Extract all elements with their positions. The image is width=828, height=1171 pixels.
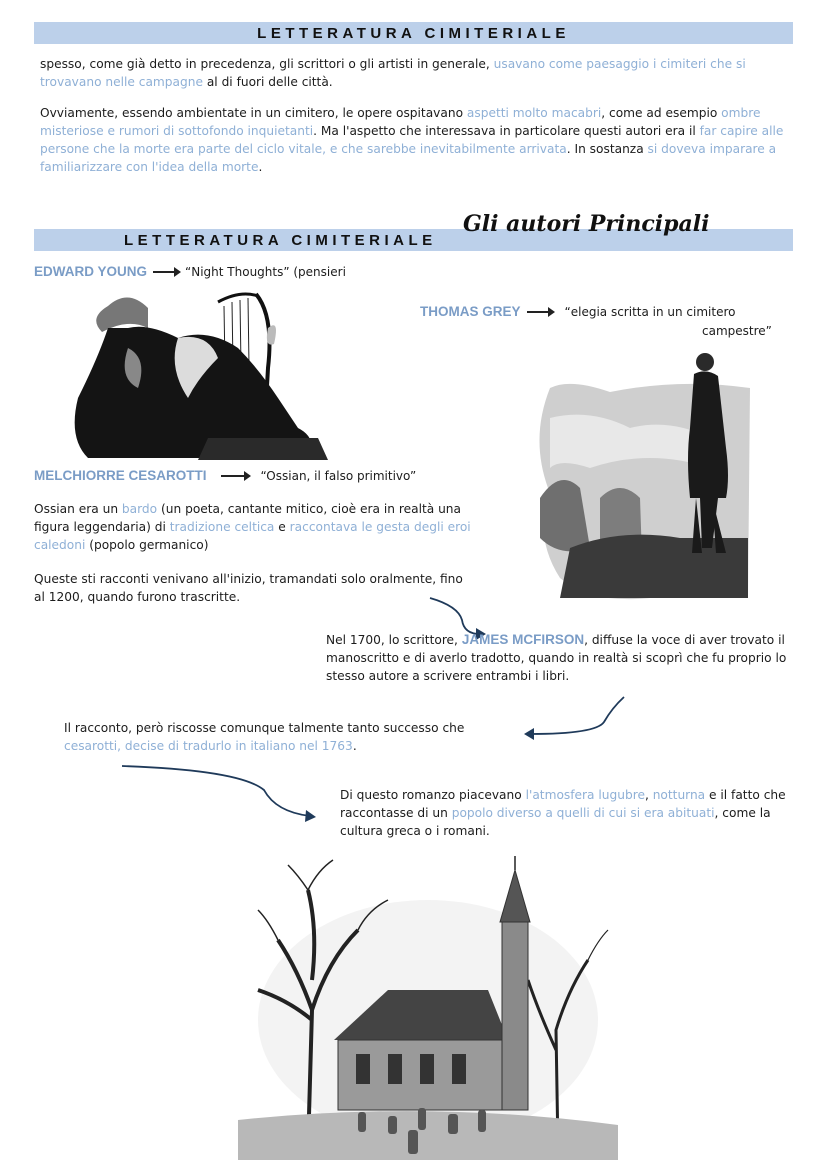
highlight-run: bardo [121,502,158,516]
section-subtitle: Gli autori Principali [463,211,710,237]
highlight-run: raccontava le gesta degli eroi caledoni [34,520,471,552]
text-run: e il fatto che raccontasse di un [340,788,786,820]
author-work-cesarotti: “Ossian, il falso primitivo” [260,468,417,483]
author-name-young: EDWARD YOUNG [34,264,148,279]
section-heading-1: LETTERATURA CIMITERIALE [34,22,793,44]
text-run: spesso, come già detto in precedenza, gli scrittori o gli artisti in generale, [40,57,494,71]
author-name-mcfirson: JAMES MCFIRSON [461,632,585,647]
text-run: . Ma l'aspetto che interessava in particolare questi autori era il [313,124,700,138]
highlight-run: cesarotti, decise di tradurlo in italiano nel 1763 [64,739,353,753]
text-run: , diffuse la voce di aver trovato il manoscritto e di averlo tradotto, quando in realtà si scoprì che fu proprio lo stesso autore a scrivere entrambi i libri. [326,633,787,683]
text-run: e [274,520,290,534]
highlight-run: usavano come paesaggio i cimiteri che si trovavano nelle campagne [40,57,746,89]
highlight-run: si doveva imparare a familiarizzare con l'idea della morte [40,142,777,174]
text-run: Ovviamente, essendo ambientate in un cimitero, le opere ospitavano [40,106,467,120]
text-run: Il racconto, però riscosse comunque talmente tanto successo che [64,721,465,735]
highlight-run: tradizione celtica [169,520,275,534]
highlight-run: notturna [652,788,706,802]
highlight-run: l'atmosfera lugubre [525,788,645,802]
cemetery-church-illustration [238,850,618,1160]
author-work-young: “Night Thoughts” (pensieri [185,264,346,279]
author-name-grey: THOMAS GREY [420,304,521,319]
text-run: (popolo germanico) [85,538,209,552]
highlight-run: far capire alle persone che la morte era parte del ciclo vitale, e che sarebbe inevitabilmente arrivata [40,124,784,156]
text-run: Di questo romanzo piacevano [340,788,526,802]
highlight-run: popolo diverso a quelli di cui si era abituati [451,806,715,820]
author-work-grey: “elegia scritta in un cimitero [564,304,736,319]
ossian-paragraph-4 [64,719,504,755]
text-run: . [352,739,357,753]
text-run: , come la cultura greca o i romani. [340,806,771,838]
author-work-grey-cont: campestre” [702,324,772,338]
ossian-paragraph-2: Queste sti racconti venivano all'inizio, tramandati solo oralmente, fino al 1200, quando furono trascritte. [34,572,463,604]
section-heading-2: LETTERATURA CIMITERIALE [34,229,793,251]
highlight-run: aspetti molto macabri [466,106,602,120]
ossian-paragraph-5 [340,786,802,840]
text-run: al di fuori delle città. [202,75,333,89]
text-run: , come ad esempio [601,106,722,120]
text-run: (un poeta, cantante mitico, cioè era in realtà una figura leggendaria) di [34,502,461,534]
text-run: . [258,160,263,174]
text-run: . In sostanza [566,142,648,156]
text-run: Nel 1700, lo scrittore, [326,633,462,647]
text-run: , [644,788,653,802]
highlight-run: ombre misteriose e rumori di sottofondo inquietanti [40,106,761,138]
author-name-cesarotti: MELCHIORRE CESAROTTI [34,468,207,483]
ossian-paragraph-3 [326,631,792,685]
text-run: Ossian era un [34,502,122,516]
